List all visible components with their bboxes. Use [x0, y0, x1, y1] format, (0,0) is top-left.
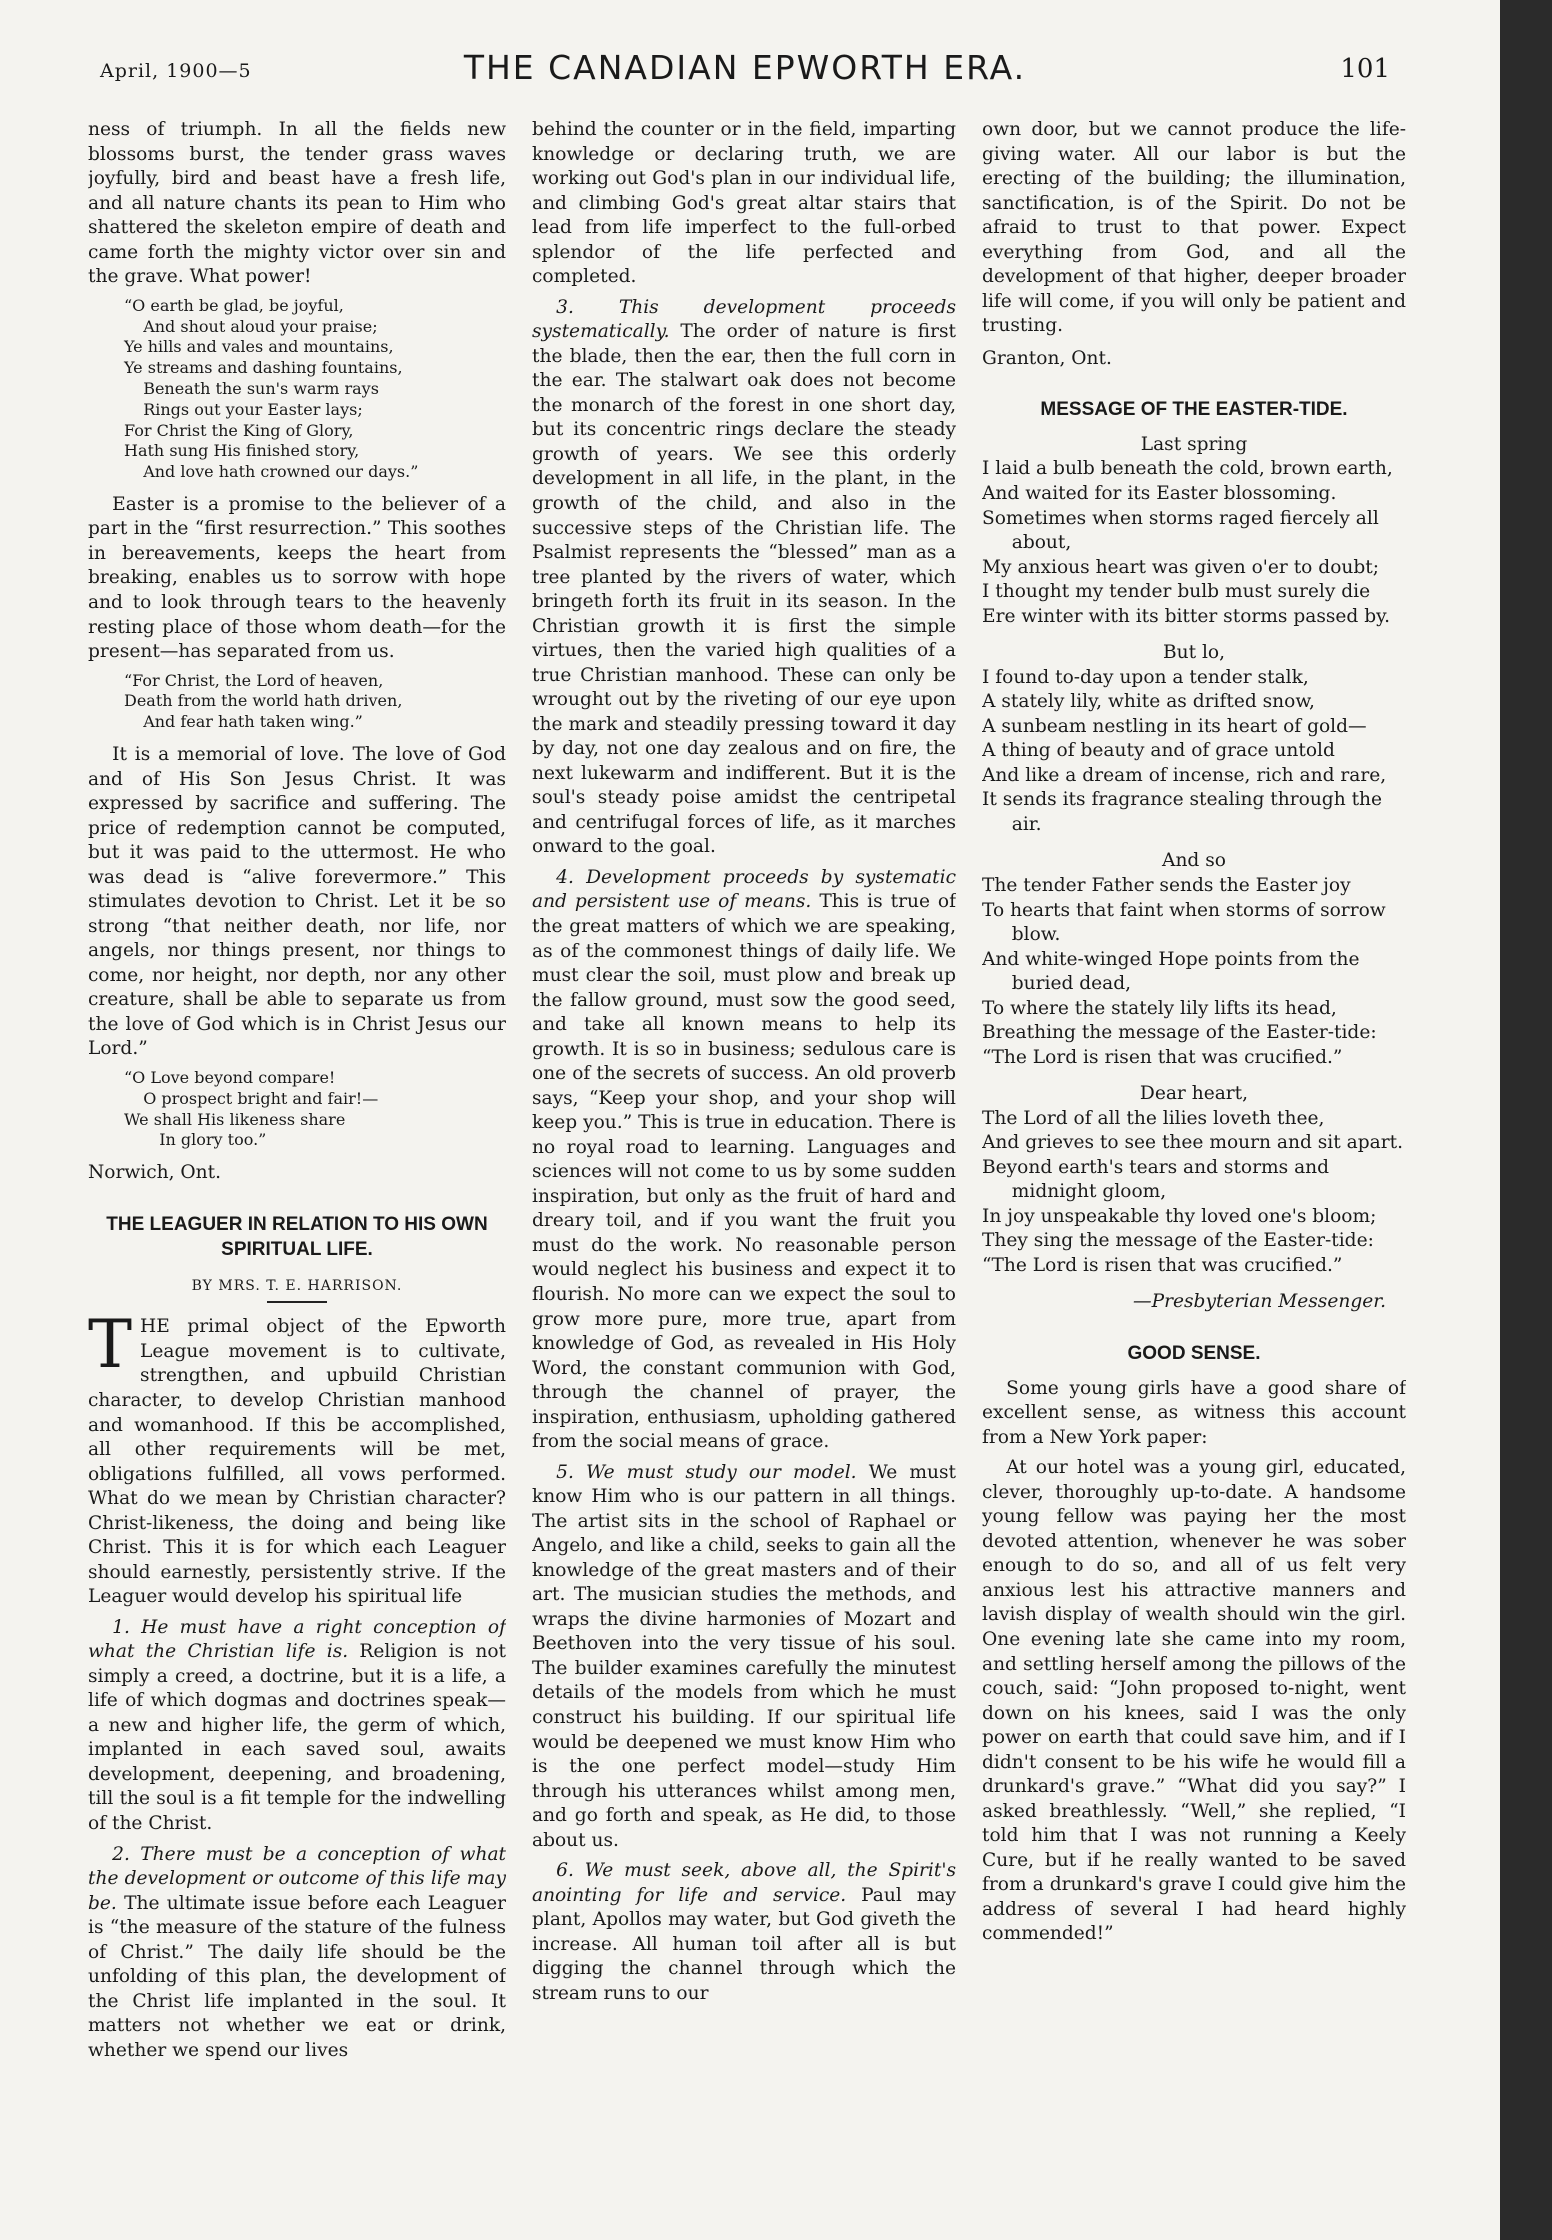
point-heading: 4. Development proceeds by systematic and persistent use of means. [532, 866, 956, 913]
paragraph [88, 1616, 506, 1837]
paragraph: Some young girls have a good share of excellent sense, as witness this account from a New York paper: [982, 1377, 1406, 1448]
poem-line: Rings out your Easter lays; [143, 399, 363, 419]
stanza-heading: And so [1162, 850, 1226, 872]
stanza [982, 433, 1406, 629]
point-heading: 1. He must have a right conception of what the Christian life is. [88, 1616, 506, 1663]
divider [267, 1301, 327, 1303]
poem-quote [124, 1068, 506, 1151]
article-title: THE LEAGUER IN RELATION TO HIS OWN SPIRITUAL LIFE. [106, 1213, 488, 1261]
verse-line: I found to-day upon a tender stalk, [982, 666, 1309, 688]
poem-line: And fear hath taken wing.” [143, 712, 363, 732]
paragraph [532, 1461, 956, 1854]
paragraph-text: Religion is not simply a creed, a doctrine, but it is a life, a life of which dogmas and doctrines speak—a new and higher life, the germ of which, implanted in each saved soul, awaits development, deepening, and broadening, till the soul is a fit temple for the indwelling of the Christ. [88, 1641, 506, 1834]
stanza [982, 1082, 1406, 1278]
paragraph: At our hotel was a young girl, educated, clever, thoroughly up-to-date. A handsome young fellow was paying her the most devoted attention, whenever he was sober enough to do so, and all of us felt very anxious lest his attractive manners and lavish display of wealth should win the girl. One evening late she came into my room, and settling herself among the pillows of the couch, said: “John proposed to-night, went down on his knees, said I was the only power on earth that could save him, and if I didn't consent to be his wife he would fill a drunkard's grave.” “What did you say?” I asked breathlessly. “Well,” she replied, “I told him that I was not running a Keely Cure, but if he really wanted to be saved from a drunkard's grave I could give him the address of several I had heard highly commended!” [982, 1457, 1406, 1945]
column-1 [88, 118, 506, 2200]
verse-line: I laid a bulb beneath the cold, brown earth, [982, 458, 1393, 480]
verse-line: Breathing the message of the Easter-tide: [982, 1022, 1377, 1044]
verse-line: Beyond earth's tears and storms and midnight gloom, [982, 1156, 1330, 1203]
poem-line: Beneath the sun's warm rays [143, 378, 379, 398]
paragraph: It is a memorial of love. The love of God and of His Son Jesus Christ. It was expressed by sacrifice and suffering. The price of redemption cannot be computed, but it was paid to the uttermost. He who was dead is “alive forevermore.” This stimulates devotion to Christ. Let it be so strong “that neither death, nor life, nor angels, nor things present, nor things to come, nor height, nor depth, nor any other creature, shall be able to separate us from the love of God which is in Christ Jesus our Lord.” [88, 744, 506, 1060]
poem-line: Hath sung His finished story, [124, 441, 360, 461]
paragraph-text: Paul may plant, Apollos may water, but God giveth the increase. All human toil after all is but digging the channel through which the stream runs to our [532, 1884, 956, 2004]
stanza [982, 849, 1406, 1070]
verse-line: And grieves to see thee mourn and sit apart. [982, 1132, 1403, 1154]
paragraph [88, 1306, 506, 1609]
verse-line: To hearts that faint when storms of sorrow blow. [982, 899, 1386, 946]
paragraph [532, 866, 956, 1455]
paragraph [532, 1859, 956, 2006]
verse-line: And waited for its Easter blossoming. [982, 483, 1337, 505]
paragraph-text: HE primal object of the Epworth League movement is to cultivate, strengthen, and upbuild Christian character, to develop Christian manhood and womanhood. If this be accomplished, all other requirements will be met, obligations fulfilled, all vows performed. What do we mean by Christian character? Christ-likeness, the doing and being like Christ. This it is for which each Leaguer should earnestly, persistently strive. If the Leaguer would develop his spiritual life [88, 1316, 506, 1608]
verse-line: It sends its fragrance stealing through the air. [982, 789, 1383, 835]
verse-line: “The Lord is risen that was crucified.” [982, 1254, 1343, 1276]
poem-line: We shall His likeness share [124, 1109, 346, 1129]
signature: Granton, Ont. [982, 347, 1112, 369]
poem-line: “For Christ, the Lord of heaven, [124, 670, 384, 690]
paragraph-text: This is true of the great matters of which we are speaking, as of the commonest things of daily life. We must clear the soil, must plow and break up the fallow ground, must sow the good seed, and take all known means to help its growth. It is so in business; sedulous care is one of the secrets of success. An old proverb says, “Keep your shop, and your shop will keep you.” This is true in education. There is no royal road to learning. Languages and sciences will not come to us by some sudden inspiration, but only as the fruit of hard and dreary toil, and if you want the fruit you must do the work. No reasonable person would neglect his business and expect it to flourish. No more can we expect the soul to grow more pure, more true, apart from knowledge of God, as revealed in His Holy Word, the constant communion with God, through the channel of prayer, the inspiration, enthusiasm, upholding gathered from the social means of grace. [532, 891, 956, 1453]
column-2 [532, 118, 956, 2200]
byline: BY MRS. T. E. HARRISON. [191, 1277, 403, 1294]
point-heading: 5. We must study our model. [556, 1461, 857, 1483]
verse-line: I thought my tender bulb must surely die [982, 581, 1371, 603]
verse-line: A sunbeam nestling in its heart of gold— [982, 715, 1367, 737]
poem-line: Death from the world hath driven, [124, 691, 403, 711]
poem-line: Ye streams and dashing fountains, [124, 358, 403, 378]
stanza-heading: But lo, [1162, 642, 1226, 664]
page-header [100, 48, 1390, 98]
poem-title: MESSAGE OF THE EASTER-TIDE. [1040, 399, 1348, 421]
paragraph: Easter is a promise to the believer of a part in the “first resurrection.” This soothes in bereavements, keeps the heart from breaking, enables us to sorrow with hope and to look through tears to the heavenly resting place of those whom death—for the present—has separated from us. [88, 493, 506, 663]
verse-line: The Lord of all the lilies loveth thee, [982, 1107, 1325, 1129]
poem-line: For Christ the King of Glory, [124, 420, 354, 440]
signature: Norwich, Ont. [88, 1162, 222, 1184]
verse-line: The tender Father sends the Easter joy [982, 874, 1351, 896]
verse-line: In joy unspeakable thy loved one's bloom; [982, 1205, 1377, 1227]
journal-title: THE CANADIAN EPWORTH ERA. [463, 48, 1027, 87]
point-heading: 6. We must seek, above all, the Spirit's anointing for life and service. [532, 1860, 956, 1906]
poem-quote [124, 296, 506, 483]
verse-line: To where the stately lily lifts its head, [982, 997, 1337, 1019]
verse-line: My anxious heart was given o'er to doubt; [982, 556, 1379, 578]
poem-line: And shout aloud your praise; [143, 316, 378, 336]
paragraph-text: The ultimate issue before each Leaguer is “the measure of the stature of the fulness of Christ.” The daily life should be the unfolding of this plan, the development of the Christ life implanted in the soul. It matters not whether we eat or drink, whether we spend our lives [88, 1892, 506, 2061]
book-spine [1500, 0, 1552, 2240]
paragraph [88, 1843, 506, 2064]
poem-line: “O earth be glad, be joyful, [124, 295, 344, 315]
verse-line: Sometimes when storms raged fiercely all about, [982, 507, 1379, 554]
paragraph-text: The order of nature is first the blade, then the ear, then the full corn in the ear. The stalwart oak does not become the monarch of the forest in one short day, but its concentric rings declare the steady growth of years. We see this orderly development in all life, in the plant, in the growth of the child, and also in the successive steps of the Christian life. The Psalmist represents the “blessed” man as a tree planted by the rivers of water, which bringeth forth its fruit in its season. In the Christian growth it is first the simple virtues, then the varied high qualities of a true Christian manhood. These can only be wrought out by the riveting of our eye upon the mark and steadily pressing toward it day by day, not one day zealous and on fire, the next lukewarm and indifferent. But it is the soul's steady poise amidst the centripetal and centrifugal forces of life, as it marches onward to the goal. [532, 321, 956, 858]
poem-line: O prospect bright and fair!— [143, 1088, 379, 1108]
article-title: GOOD SENSE. [1127, 1343, 1261, 1365]
paragraph [532, 296, 956, 860]
paragraph-text: We must know Him who is our pattern in all things. The artist sits in the school of Raphael or Angelo, and like a child, seeks to gain all the knowledge of the great masters and of their art. The musician studies the methods, and wraps the divine harmonies of Mozart and Beethoven into the very tissue of his soul. The builder examines carefully the minutest details of the models from which he must construct his building. If our spiritual life would be deepened we must know Him who is the one perfect model—study Him through his utterances whilst among men, and go forth and speak, as He did, to those about us. [532, 1461, 956, 1851]
poem-line: And love hath crowned our days.” [143, 462, 419, 482]
verse-line: A stately lily, white as drifted snow, [982, 691, 1315, 713]
verse-line: And white-winged Hope points from the buried dead, [982, 948, 1360, 995]
stanza-heading: Dear heart, [1139, 1083, 1249, 1105]
point-heading: 2. There must be a conception of what the development or outcome of this life may be. [88, 1843, 506, 1914]
stanza-heading: Last spring [1140, 433, 1248, 455]
column-3 [982, 118, 1406, 2200]
point-heading: 3. This development proceeds systematically. [532, 296, 956, 343]
attribution: —Presbyterian Messenger. [1133, 1291, 1386, 1313]
page-number: 101 [1340, 54, 1390, 84]
stanza [982, 641, 1406, 837]
paragraph: own door, but we cannot produce the life-giving water. All our labor is but the erecting of the building; the illumination, sanctification, is of the Spirit. Do not be afraid to trust to that power. Expect everything from God, and all the development of that higher, deeper broader life will come, if you will only be patient and trusting. [982, 119, 1406, 337]
verse-line: They sing the message of the Easter-tide: [982, 1230, 1374, 1252]
poem-line: “O Love beyond compare! [124, 1067, 336, 1087]
paragraph: behind the counter or in the field, imparting knowledge or declaring truth, we are working out God's plan in our individual life, and climbing God's great altar stairs that lead from life imperfect to the full-orbed splendor of the life perfected and completed. [532, 119, 956, 288]
paragraph: ness of triumph. In all the fields new blossoms burst, the tender grass waves joyfully, bird and beast have a fresh life, and all nature chants its pean to Him who shattered the skeleton empire of death and came forth the mighty victor over sin and the grave. What power! [88, 119, 506, 288]
issue-date: April, 1900—5 [100, 60, 252, 82]
verse-line: “The Lord is risen that was crucified.” [982, 1046, 1343, 1068]
verse-line: Ere winter with its bitter storms passed by. [982, 605, 1391, 627]
drop-cap: T [88, 1306, 133, 1384]
poem-line: In glory too.” [159, 1130, 267, 1150]
verse-line: And like a dream of incense, rich and rare, [982, 764, 1387, 786]
verse-line: A thing of beauty and of grace untold [982, 740, 1335, 762]
poem-quote [124, 671, 506, 733]
poem-line: Ye hills and vales and mountains, [124, 337, 394, 357]
